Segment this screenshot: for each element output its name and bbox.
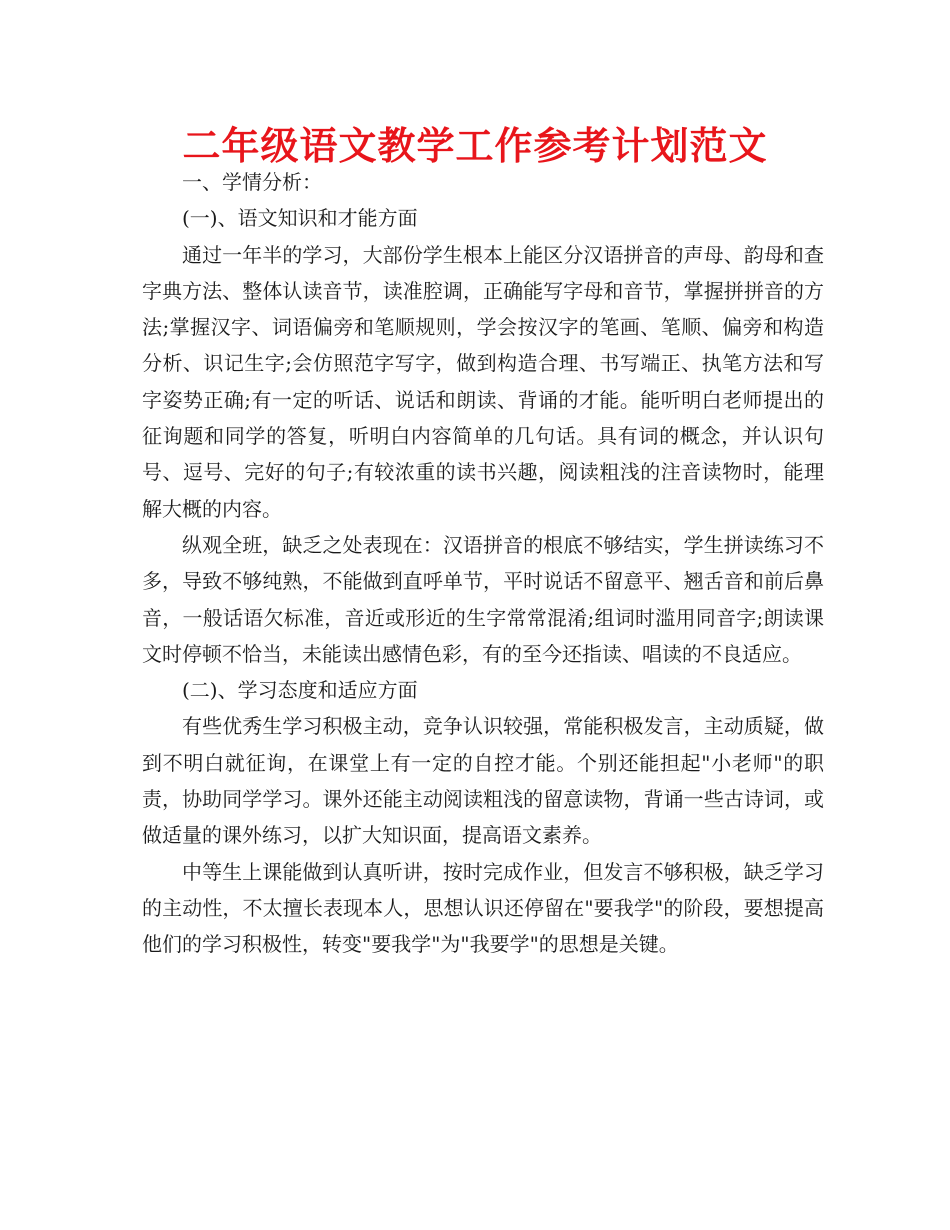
body-paragraph: 有些优秀生学习积极主动，竞争认识较强，常能积极发言，主动质疑，做到不明白就征询，在课堂上有一定的自控才能。个别还能担起"小老师"的职责，协助同学学习。课外还能主动阅读粗浅的留意读物，背诵一些古诗词，或做适量的课外练习，以扩大知识面，提高语文素养。 (142, 714, 824, 848)
body-paragraph: 通过一年半的学习，大部份学生根本上能区分汉语拼音的声母、韵母和查字典方法、整体认读音节，读准腔调，正确能写字母和音节，掌握拼拼音的方法;掌握汉字、词语偏旁和笔顺规则，学会按汉字的笔画、笔顺、偏旁和构造分析、识记生字;会仿照范字写字，做到构造合理、书写端正、执笔方法和写字姿势正确;有一定的听话、说话和朗读、背诵的才能。能听明白老师提出的征询题和同学的答复，听明白内容简单的几句话。具有词的概念，并认识句号、逗号、完好的句子;有较浓重的读书兴趣，阅读粗浅的注音读物时，能理解大概的内容。 (142, 242, 824, 521)
body-paragraph: 中等生上课能做到认真听讲，按时完成作业，但发言不够积极，缺乏学习的主动性，不太擅长表现本人，思想认识还停留在"要我学"的阶段，要想提高他们的学习积极性，转变"要我学"为"我要学"的思想是关键。 (142, 859, 824, 957)
document-body (142, 164, 824, 963)
document-title: 二年级语文教学工作参考计划范文 (182, 124, 768, 168)
body-paragraph: 纵观全班，缺乏之处表现在：汉语拼音的根底不够结实，学生拼读练习不多，导致不够纯熟，不能做到直呼单节，平时说话不留意平、翘舌音和前后鼻音，一般话语欠标准，音近或形近的生字常常混淆;组词时滥用同音字;朗读课文时停顿不恰当，未能读出感情色彩，有的至今还指读、唱读的不良适应。 (142, 532, 824, 666)
subsection-heading: (二)、学习态度和适应方面 (182, 678, 418, 703)
section-heading: 一、学情分析： (182, 170, 322, 194)
subsection-heading: (一)、语文知识和才能方面 (182, 206, 418, 231)
